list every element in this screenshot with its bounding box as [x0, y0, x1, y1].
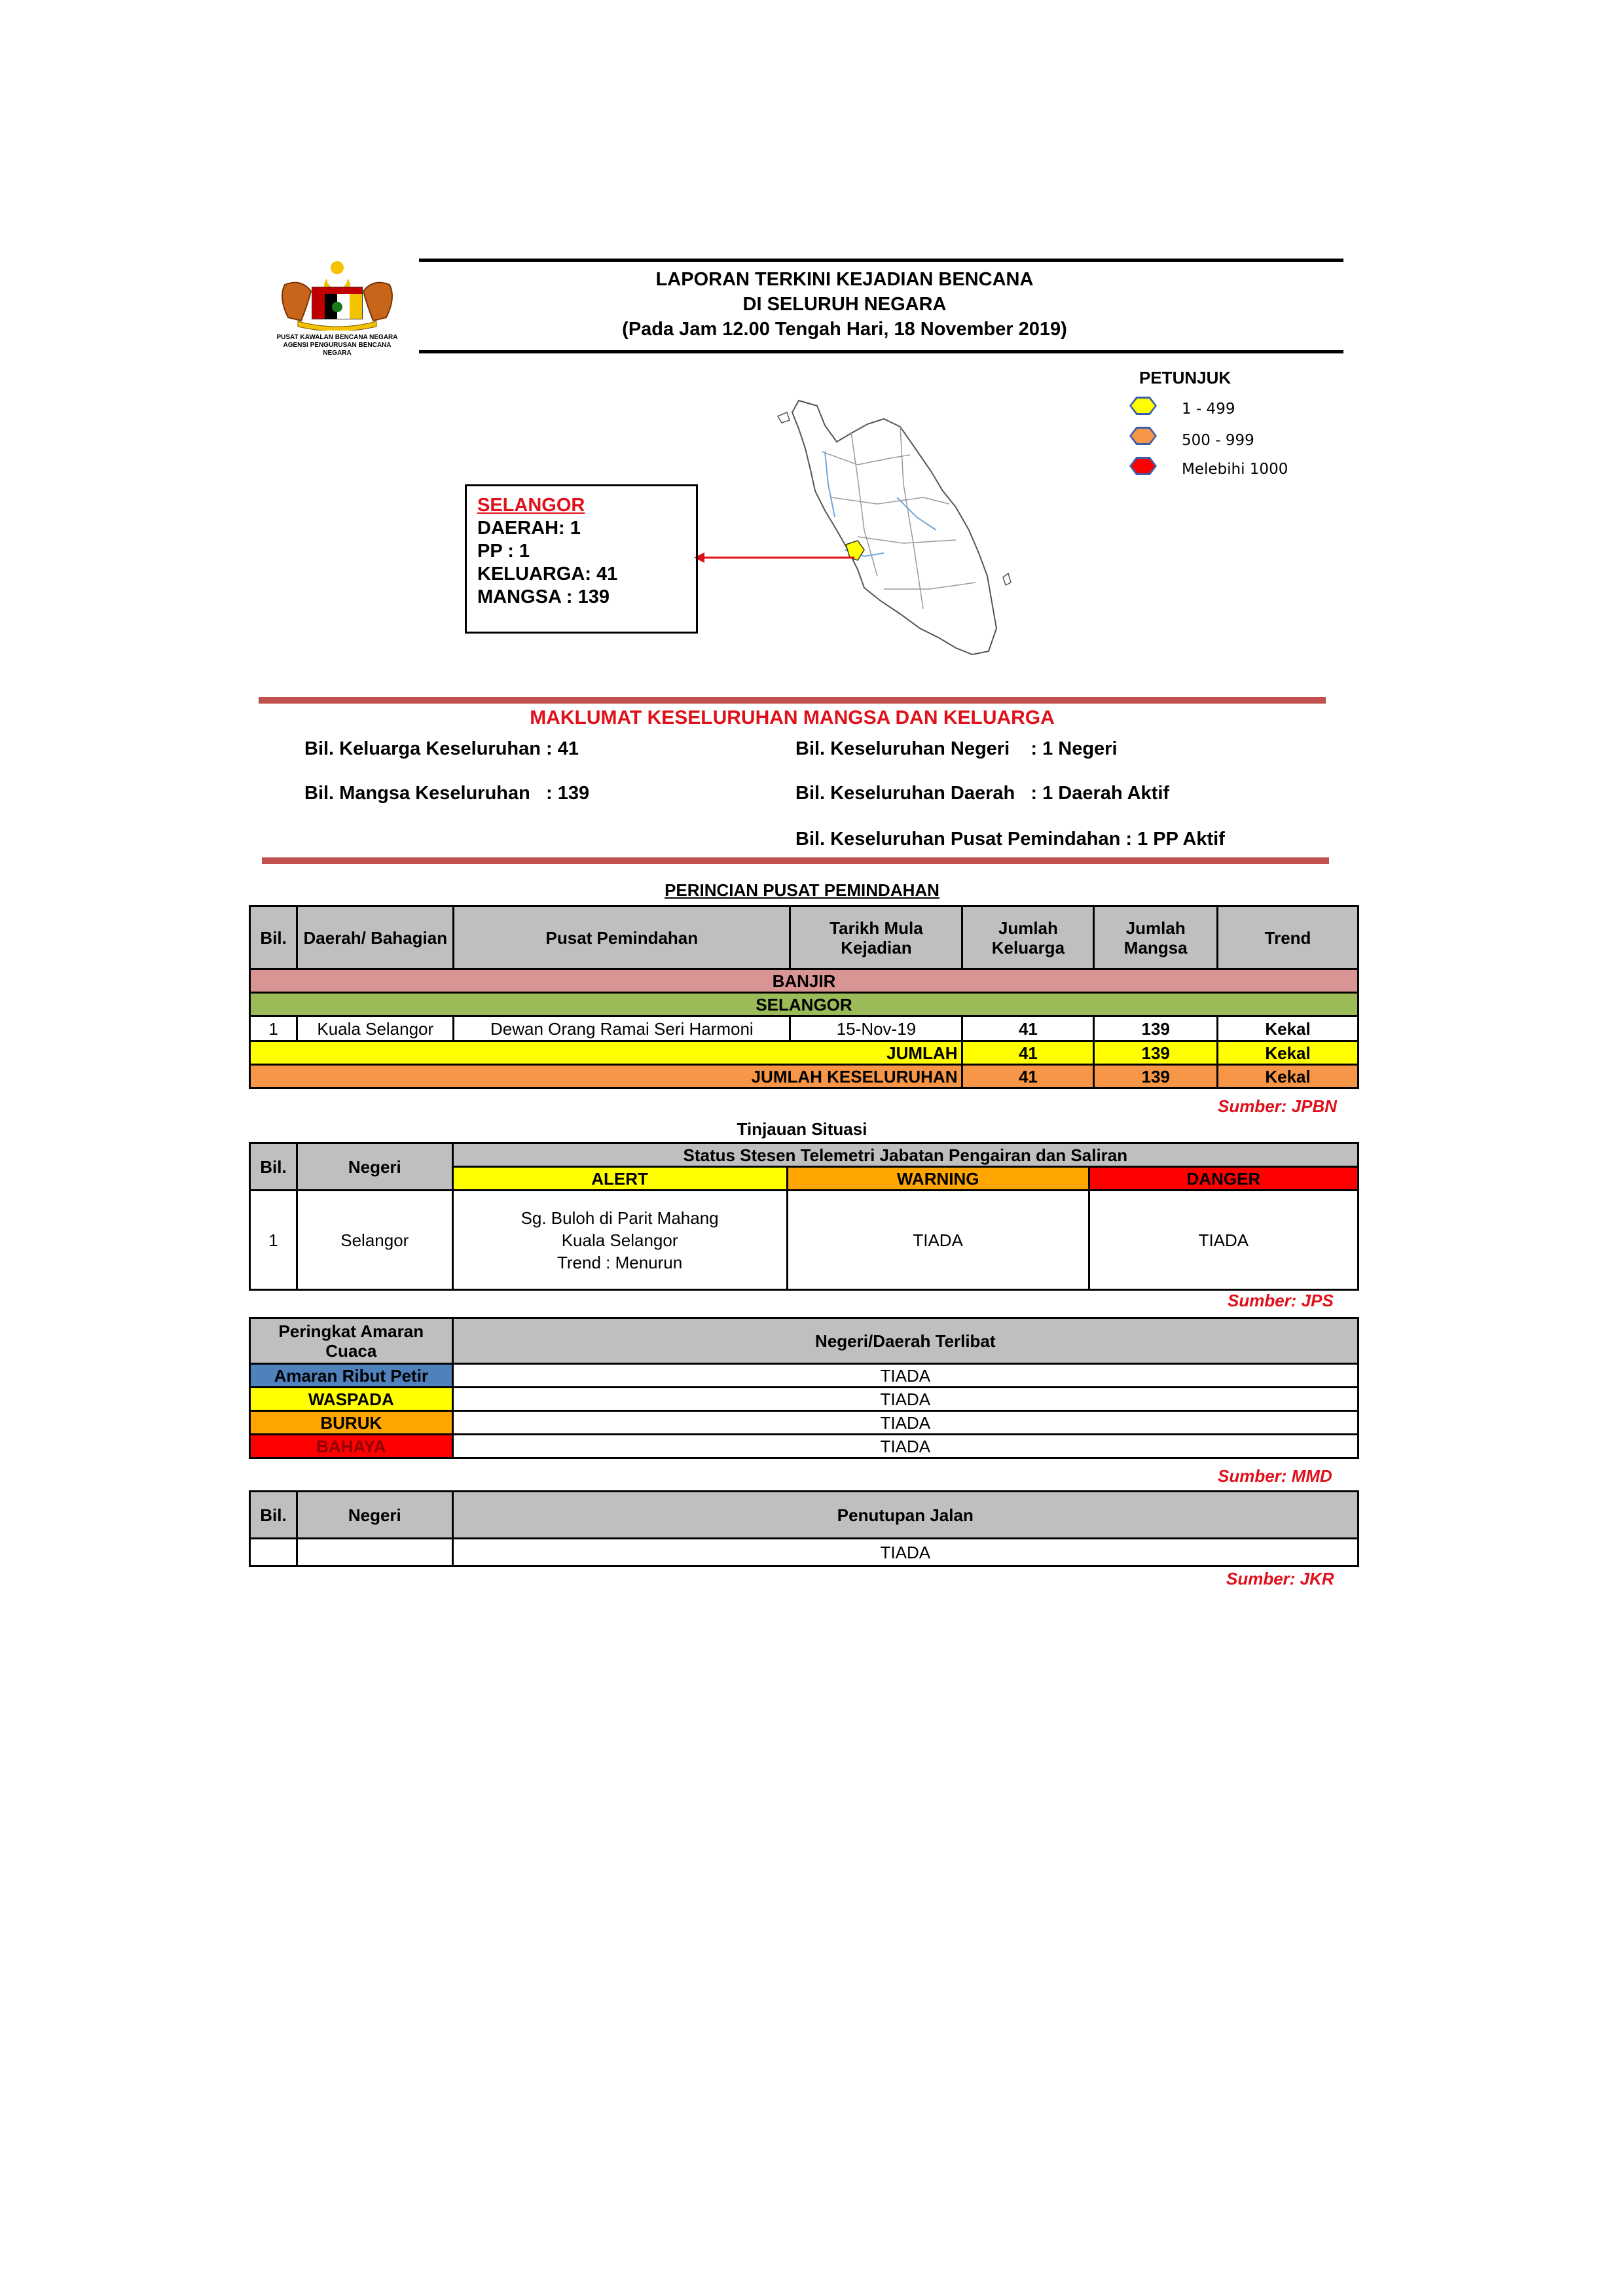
logo-line-1: PUSAT KAWALAN BENCANA NEGARA: [276, 334, 398, 341]
situasi-cell-alert: [452, 1191, 787, 1290]
header-line-1: LAPORAN TERKINI KEJADIAN BENCANA: [655, 269, 1034, 290]
coat-of-arms-icon: [272, 259, 403, 331]
legend-label-3: Melebihi 1000: [1182, 461, 1288, 478]
situasi-cell-negeri: Selangor: [297, 1191, 452, 1290]
pp-jumlah-keluarga: 41: [962, 1041, 1094, 1065]
pp-disaster-row: BANJIR: [250, 969, 1359, 993]
pp-cell-keluarga: 41: [962, 1016, 1094, 1041]
situasi-cell-danger: TIADA: [1089, 1191, 1358, 1290]
table-row: [250, 1191, 1359, 1290]
cuaca-waspada-label: WASPADA: [250, 1388, 453, 1411]
cuaca-buruk-value: TIADA: [452, 1411, 1358, 1435]
header-bottom-rule: [419, 350, 1343, 353]
summary-mangsa: Bil. Mangsa Keseluruhan : 139: [304, 783, 590, 804]
situasi-header-status: Status Stesen Telemetri Jabatan Pengairan dan Saliran: [452, 1143, 1358, 1167]
summary-daerah: Bil. Keseluruhan Daerah : 1 Daerah Aktif: [795, 783, 1170, 804]
legend-title: PETUNJUK: [1139, 368, 1231, 387]
pp-jumlah-label: JUMLAH: [250, 1041, 962, 1065]
cuaca-waspada-value: TIADA: [452, 1388, 1358, 1411]
jalan-cell-negeri: [297, 1539, 452, 1566]
cuaca-header-peringkat: Peringkat Amaran Cuaca: [250, 1318, 453, 1364]
pp-source: Sumber: JPBN: [1218, 1096, 1338, 1116]
selangor-callout: [465, 484, 698, 634]
callout-keluarga: KELUARGA: 41: [477, 564, 618, 584]
pp-cell-mangsa: 139: [1094, 1016, 1218, 1041]
pp-keseluruhan-trend: Kekal: [1218, 1065, 1359, 1088]
coat-of-arms-logo: [272, 259, 403, 357]
callout-mangsa: MANGSA : 139: [477, 586, 610, 607]
pp-header-pusat: Pusat Pemindahan: [454, 906, 790, 969]
header-line-2: DI SELURUH NEGARA: [742, 294, 947, 315]
situasi-cell-bil: 1: [250, 1191, 297, 1290]
situasi-source: Sumber: JPS: [1228, 1291, 1334, 1310]
table-row: [250, 1388, 1359, 1411]
callout-pp: PP : 1: [477, 541, 530, 562]
jalan-cell-value: TIADA: [452, 1539, 1358, 1566]
jalan-header-penutupan: Penutupan Jalan: [452, 1492, 1358, 1539]
jalan-header-negeri: Negeri: [297, 1492, 452, 1539]
cuaca-ribut-value: TIADA: [452, 1364, 1358, 1388]
pp-keseluruhan-keluarga: 41: [962, 1065, 1094, 1088]
summary-bottom-rule: [262, 857, 1329, 864]
legend-marker-red: [1129, 457, 1157, 475]
pp-jumlah-mangsa: 139: [1094, 1041, 1218, 1065]
legend-marker-orange: [1129, 427, 1157, 445]
callout-daerah: DAERAH: 1: [477, 518, 581, 539]
pp-table-caption: PERINCIAN PUSAT PEMINDAHAN: [665, 880, 939, 900]
legend-marker-yellow: [1129, 397, 1157, 415]
situasi-table: [249, 1142, 1359, 1291]
table-row: [250, 1016, 1359, 1041]
jalan-cell-bil: [250, 1539, 297, 1566]
pp-header-trend: Trend: [1218, 906, 1359, 969]
pp-state-row: SELANGOR: [250, 993, 1359, 1016]
pp-cell-daerah: Kuala Selangor: [297, 1016, 454, 1041]
table-row: [250, 1411, 1359, 1435]
callout-arrow: [694, 548, 858, 568]
pp-header-mangsa: Jumlah Mangsa: [1094, 906, 1218, 969]
table-row: [250, 1435, 1359, 1458]
pp-header-keluarga: Jumlah Keluarga: [962, 906, 1094, 969]
pp-keseluruhan-label: JUMLAH KESELURUHAN: [250, 1065, 962, 1088]
summary-title: MAKLUMAT KESELURUHAN MANGSA DAN KELUARGA: [530, 707, 1055, 728]
pp-header-bil: Bil.: [250, 906, 297, 969]
summary-keluarga: Bil. Keluarga Keseluruhan : 41: [304, 738, 579, 759]
cuaca-header-negeri: Negeri/Daerah Terlibat: [452, 1318, 1358, 1364]
header-top-rule: [419, 259, 1343, 262]
header-line-3: (Pada Jam 12.00 Tengah Hari, 18 November 2019): [622, 319, 1067, 340]
table-row: [250, 1539, 1359, 1566]
situasi-cell-warning: TIADA: [787, 1191, 1089, 1290]
situasi-alert-header: ALERT: [452, 1167, 787, 1191]
pp-keseluruhan-mangsa: 139: [1094, 1065, 1218, 1088]
pp-header-tarikh: Tarikh Mula Kejadian: [790, 906, 962, 969]
legend-label-2: 500 - 999: [1182, 432, 1254, 449]
table-row: [250, 1364, 1359, 1388]
situasi-header-negeri: Negeri: [297, 1143, 452, 1191]
cuaca-bahaya-label: BAHAYA: [250, 1435, 453, 1458]
situasi-alert-line-1: Sg. Buloh di Parit Mahang: [520, 1208, 719, 1228]
cuaca-table: [249, 1317, 1359, 1459]
pp-table: [249, 905, 1359, 1089]
logo-line-2: AGENSI PENGURUSAN BENCANA NEGARA: [283, 342, 392, 357]
callout-state: SELANGOR: [477, 495, 585, 516]
pp-cell-bil: 1: [250, 1016, 297, 1041]
situasi-danger-header: DANGER: [1089, 1167, 1358, 1191]
cuaca-bahaya-value: TIADA: [452, 1435, 1358, 1458]
cuaca-ribut-label: Amaran Ribut Petir: [250, 1364, 453, 1388]
jalan-header-bil: Bil.: [250, 1492, 297, 1539]
situasi-warning-header: WARNING: [787, 1167, 1089, 1191]
jalan-source: Sumber: JKR: [1226, 1569, 1334, 1588]
jalan-table: [249, 1490, 1359, 1567]
summary-negeri: Bil. Keseluruhan Negeri : 1 Negeri: [795, 738, 1118, 759]
legend-label-1: 1 - 499: [1182, 401, 1235, 418]
situasi-alert-line-3: Trend : Menurun: [556, 1252, 683, 1272]
pp-cell-pusat: Dewan Orang Ramai Seri Harmoni: [454, 1016, 790, 1041]
pp-cell-tarikh: 15-Nov-19: [790, 1016, 962, 1041]
situasi-alert-line-2: Kuala Selangor: [561, 1230, 678, 1250]
cuaca-buruk-label: BURUK: [250, 1411, 453, 1435]
pp-cell-trend: Kekal: [1218, 1016, 1359, 1041]
situasi-header-bil: Bil.: [250, 1143, 297, 1191]
summary-top-rule: [259, 697, 1326, 704]
cuaca-source: Sumber: MMD: [1218, 1466, 1332, 1486]
pp-header-daerah: Daerah/ Bahagian: [297, 906, 454, 969]
pp-jumlah-trend: Kekal: [1218, 1041, 1359, 1065]
peninsular-malaysia-map: [759, 393, 1034, 661]
summary-pp: Bil. Keseluruhan Pusat Pemindahan : 1 PP Aktif: [795, 829, 1225, 850]
situasi-caption: Tinjauan Situasi: [737, 1119, 867, 1139]
